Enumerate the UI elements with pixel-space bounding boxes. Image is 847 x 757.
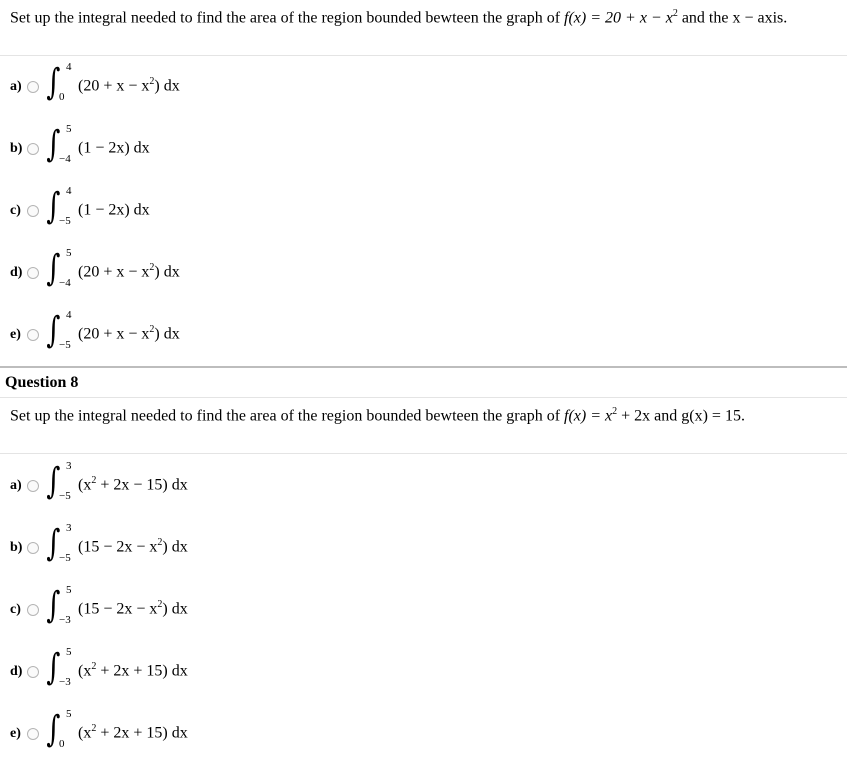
upper-limit: 3 — [66, 522, 72, 534]
option-label: d) — [10, 664, 23, 679]
integrand: (1 − 2x) dx — [78, 139, 150, 157]
integrand: $(x^2 + 2x + 15)$ dx — [78, 661, 188, 680]
prompt-superscript: 2 — [612, 406, 618, 417]
option-label: a) — [10, 478, 22, 493]
question-heading: Question 8 — [5, 374, 79, 391]
option-label: d) — [10, 265, 23, 280]
radio-button[interactable] — [27, 205, 39, 217]
upper-limit: 4 — [66, 185, 72, 197]
radio-button[interactable] — [27, 81, 39, 93]
q7-option-e[interactable] — [10, 309, 410, 355]
lower-limit: −4 — [59, 277, 71, 289]
q7-option-d[interactable] — [10, 247, 410, 293]
radio-button[interactable] — [27, 604, 39, 616]
radio-button[interactable] — [27, 728, 39, 740]
integral-sign-icon: ∫ — [46, 647, 61, 688]
radio-button[interactable] — [27, 267, 39, 279]
q7-option-c[interactable] — [10, 185, 410, 231]
divider — [0, 397, 847, 398]
prompt-text: Set up the integral needed to find the area of the region bounded bewteen the graph of — [10, 407, 565, 425]
radio-button[interactable] — [27, 143, 39, 155]
q8-option-e[interactable] — [10, 708, 410, 754]
lower-limit: 0 — [59, 91, 65, 103]
lower-limit: −5 — [59, 339, 71, 351]
integrand: $(20 + x - x^2)$ dx — [78, 324, 180, 343]
prompt-text-end: + 2x and g(x) = 15. — [617, 407, 745, 425]
radio-button[interactable] — [27, 666, 39, 678]
integrand: $(x^2 + 2x - 15)$ dx — [78, 475, 188, 494]
upper-limit: 5 — [66, 123, 72, 135]
integral-sign-icon: ∫ — [46, 186, 61, 227]
lower-limit: −3 — [59, 676, 71, 688]
q8-option-c[interactable] — [10, 584, 410, 630]
option-label: b) — [10, 540, 23, 555]
integrand: $(15 - 2x - x^2)$ dx — [78, 537, 188, 556]
integrand: $(20 + x - x^2)$ dx — [78, 262, 180, 281]
option-label: c) — [10, 602, 21, 617]
option-label: c) — [10, 203, 21, 218]
prompt-text: Set up the integral needed to find the area of the region bounded bewteen the graph of — [10, 9, 565, 27]
lower-limit: −3 — [59, 614, 71, 626]
divider — [0, 453, 847, 454]
prompt-text-end: and the x − axis. — [677, 9, 788, 27]
radio-button[interactable] — [27, 542, 39, 554]
upper-limit: 5 — [66, 584, 72, 596]
integrand: $(15 - 2x - x^2)$ dx — [78, 599, 188, 618]
divider — [0, 55, 847, 56]
upper-limit: 5 — [66, 646, 72, 658]
upper-limit: 4 — [66, 309, 72, 321]
option-label: a) — [10, 79, 22, 94]
integral-sign-icon: ∫ — [46, 248, 61, 289]
lower-limit: −5 — [59, 490, 71, 502]
q7-option-a[interactable] — [10, 61, 410, 107]
integral-sign-icon: ∫ — [46, 62, 61, 103]
upper-limit: 5 — [66, 708, 72, 720]
option-label: e) — [10, 327, 21, 342]
lower-limit: −5 — [59, 215, 71, 227]
prompt-superscript: 2 — [672, 8, 678, 19]
radio-button[interactable] — [27, 329, 39, 341]
upper-limit: 3 — [66, 460, 72, 472]
integral-sign-icon: ∫ — [46, 523, 61, 564]
integral-sign-icon: ∫ — [46, 124, 61, 165]
lower-limit: 0 — [59, 738, 65, 750]
option-label: e) — [10, 726, 21, 741]
integral-sign-icon: ∫ — [46, 585, 61, 626]
q8-option-d[interactable] — [10, 646, 410, 692]
question-7-prompt — [10, 8, 787, 27]
lower-limit: −4 — [59, 153, 71, 165]
lower-limit: −5 — [59, 552, 71, 564]
section-divider — [0, 366, 847, 368]
prompt-math: f(x) = x — [564, 407, 613, 425]
integral-sign-icon: ∫ — [46, 310, 61, 351]
upper-limit: 5 — [66, 247, 72, 259]
option-label: b) — [10, 141, 23, 156]
integrand: $(20 + x - x^2)$ dx — [78, 76, 180, 95]
integrand: $(x^2 + 2x + 15)$ dx — [78, 723, 188, 742]
integral-sign-icon: ∫ — [46, 709, 61, 750]
q8-option-a[interactable] — [10, 460, 410, 506]
q7-option-b[interactable] — [10, 123, 410, 169]
prompt-math: f(x) = 20 + x − x — [564, 9, 673, 27]
integral-sign-icon: ∫ — [46, 461, 61, 502]
q8-option-b[interactable] — [10, 522, 410, 568]
integrand: (1 − 2x) dx — [78, 201, 150, 219]
question-8-prompt — [10, 406, 745, 425]
upper-limit: 4 — [66, 61, 72, 73]
radio-button[interactable] — [27, 480, 39, 492]
